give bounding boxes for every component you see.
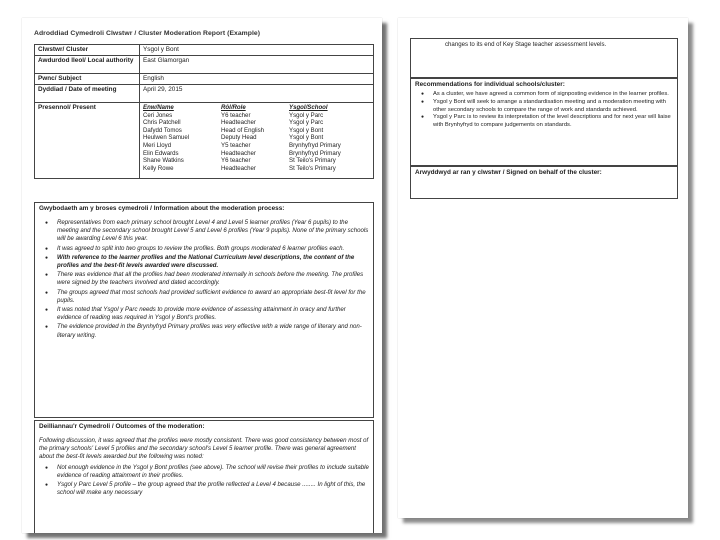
present-label: Presennol/ Present (35, 103, 140, 179)
person-name: Chris Patchell (143, 119, 181, 127)
list-item: ● Not enough evidence in the Ysgol y Bont profiles (see above). The school will revise their profiles to include suitable evidence of reading attainment in their profiles. (39, 464, 369, 480)
name-header: Enw/Name (143, 104, 174, 111)
list-item: ● The evidence provided in the Brynhyfryd Primary profiles was very effective with a wide range of literary and non-literary writing. (39, 323, 369, 339)
person-school: Ysgol y Bont (289, 134, 324, 142)
table-row (35, 103, 374, 179)
person-name: Meri Lloyd (143, 141, 172, 149)
role-header: Rôl/Role (221, 104, 246, 111)
process-bullet-list (39, 219, 369, 340)
recommendations-list (415, 91, 673, 130)
present-list (140, 103, 374, 179)
table-row (35, 74, 374, 85)
outcomes-bullet-list (39, 464, 369, 498)
person-school: St Teilo's Primary (289, 157, 336, 165)
date-label: Dyddiad / Date of meeting (35, 85, 140, 103)
list-item: ● There was evidence that all the profiles had been moderated internally in schools before the meeting. The profiles were signed by the teachers involved and dated accordingly. (39, 271, 369, 287)
person-name: Dafydd Tomos (143, 126, 182, 134)
table-row (35, 45, 374, 56)
recommendations-section (410, 78, 678, 166)
person-school: Ysgol y Parc (289, 119, 324, 127)
document-page-1 (22, 18, 382, 533)
person-school: St Teilo's Primary (289, 164, 336, 172)
list-item: ● Ysgol y Bont will seek to arrange a standardisation meeting and a moderation meeting with other secondary schools to compare the range of work and standards achieved. (415, 99, 673, 115)
list-item: ● Ysgol y Parc is to review its interpretation of the level descriptions and for next year will liaise with Brynhyfryd to compare judgements on standards. (415, 114, 673, 130)
signed-section (410, 166, 678, 199)
person-school: Brynhyfryd Primary (289, 141, 341, 149)
date-value: April 29, 2015 (140, 85, 374, 103)
list-item: ● Ysgol y Parc Level 5 profile – the group agreed that the profile reflected a Level 4 because ........ In light of this, the school will make any necessary (39, 481, 369, 497)
cluster-value: Ysgol y Bont (140, 45, 374, 56)
list-item: ● It was agreed to split into two groups to review the profiles. Both groups moderated 6 learner profiles each. (39, 245, 369, 253)
document-page-2 (398, 18, 688, 518)
continuation-section (410, 38, 678, 78)
info-table (34, 44, 374, 179)
person-role: Headteacher (221, 149, 256, 157)
local-authority-value: East Glamorgan (140, 56, 374, 74)
list-item: ● The groups agreed that most schools had provided sufficient evidence to award an appropriate best-fit level for the pupils. (39, 289, 369, 305)
person-name: Heulwen Samuel (143, 134, 190, 142)
process-title: Gwybodaeth am y broses cymedroli / Information about the moderation process: (39, 205, 285, 212)
continuation-text: changes to its end of Key Stage teacher assessment levels. (445, 41, 607, 48)
subject-value: English (140, 74, 374, 85)
moderation-process-section (34, 202, 374, 418)
person-role: Y5 teacher (221, 141, 251, 149)
outcomes-title: Deilliannau'r Cymedroli / Outcomes of the moderation: (39, 423, 205, 430)
person-school: Brynhyfryd Primary (289, 149, 341, 157)
moderation-outcomes-section (34, 420, 374, 533)
person-name: Elin Edwards (143, 149, 179, 157)
recommendations-title: Recommendations for individual schools/cluster: (415, 81, 565, 88)
table-row (35, 56, 374, 74)
person-role: Head of English (221, 126, 265, 134)
person-name: Kelly Rowe (143, 164, 174, 172)
subject-label: Pwnc/ Subject (35, 74, 140, 85)
present-grid (143, 104, 370, 172)
list-item: ● Representatives from each primary school brought Level 4 and Level 5 learner profiles (Year 6 pupils) to the meeting and the secondary school brought Level 5 and Level 6 profiles (Year 9 pupils). None of the primary schools will be awarding Level 6 this year. (39, 219, 369, 244)
local-authority-label: Awdurdod lleol/ Local authority (35, 56, 140, 74)
person-school: Ysgol y Parc (289, 111, 324, 119)
list-item: ● With reference to the learner profiles and the National Curriculum level descriptions, the content of the profiles and the best-fit levels awarded were discussed. (39, 254, 369, 270)
person-role: Y6 teacher (221, 157, 251, 165)
cluster-label: Clwstwr/ Cluster (35, 45, 140, 56)
person-role: Headteacher (221, 164, 256, 172)
list-item: ● It was noted that Ysgol y Parc needs to provide more evidence of assessing attainment in oracy and further evidence of reading was required in Ysgol y Bont's profiles. (39, 306, 369, 322)
person-school: Ysgol y Bont (289, 126, 324, 134)
signed-label: Arwyddwyd ar ran y clwstwr / Signed on behalf of the cluster: (415, 169, 602, 176)
person-role: Headteacher (221, 119, 256, 127)
report-title: Adroddiad Cymedroli Clwstwr / Cluster Moderation Report (Example) (34, 30, 261, 37)
person-role: Deputy Head (221, 134, 257, 142)
person-name: Ceri Jones (143, 111, 173, 119)
list-item: ● As a cluster, we have agreed a common form of signposting evidence in the learner profiles. (415, 91, 673, 99)
table-row (35, 85, 374, 103)
person-name: Shane Watkins (143, 157, 184, 165)
school-header: Ysgol/School (289, 104, 328, 111)
outcomes-intro: Following discussion, it was agreed that the profiles were mostly consistent. There was good consistency between most of the primary schools' Level 5 profiles and the secondary school's Level 5 learner profile. There was general agreement about the best-fit levels awarded but the following was noted: (39, 437, 369, 461)
person-role: Y6 teacher (221, 111, 251, 119)
